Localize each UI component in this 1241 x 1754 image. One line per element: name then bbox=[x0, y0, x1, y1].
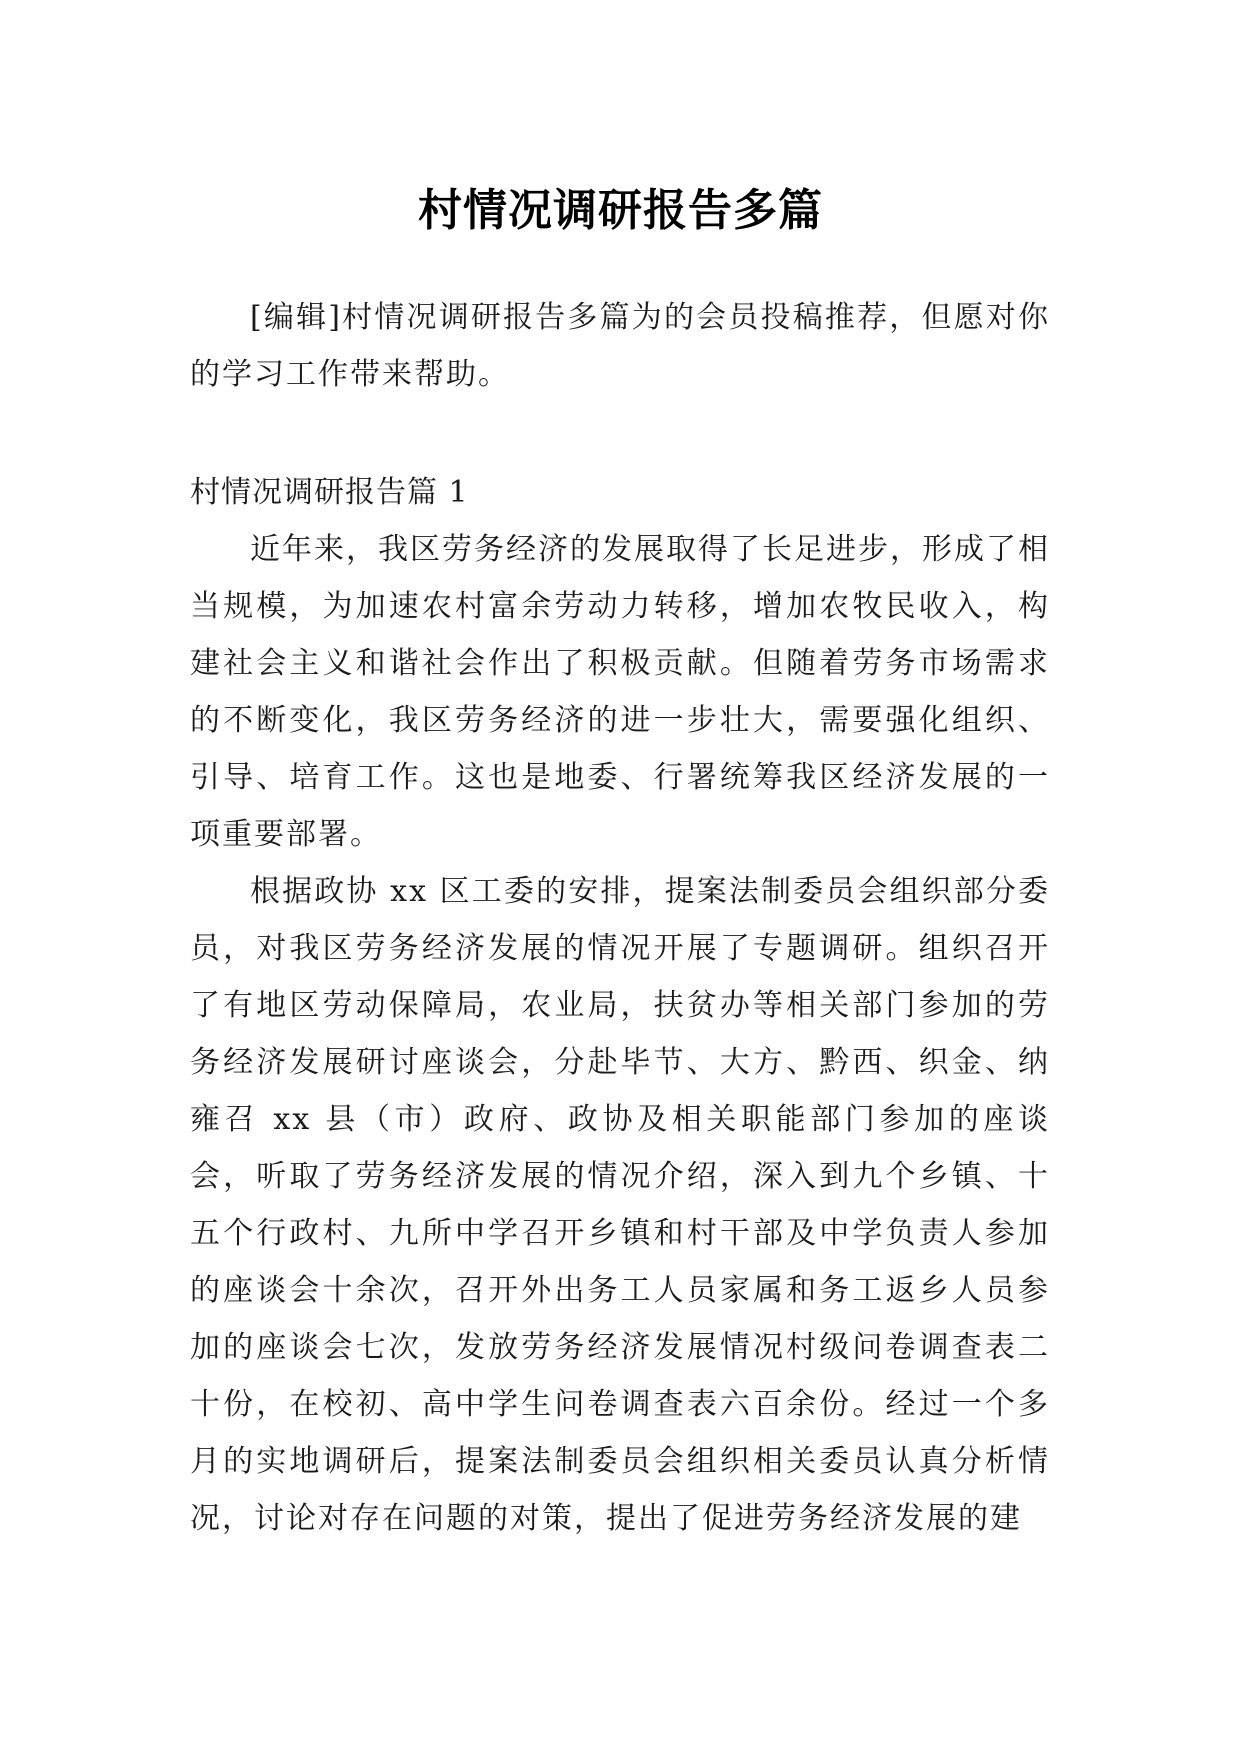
body-paragraph-2: 根据政协 xx 区工委的安排，提案法制委员会组织部分委员，对我区劳务经济发展的情况开展了专题调研。组织召开了有地区劳动保障局，农业局，扶贫办等相关部门参加的劳务经济发展研讨座谈会，分赴毕节、大方、黔西、织金、纳雍召 xx 县（市）政府、政协及相关职能部门参加的座谈会，听取了劳务经济发展的情况介绍，深入到九个乡镇、十五个行政村、九所中学召开乡镇和村干部及中学负责人参加的座谈会十余次，召开外出务工人员家属和务工返乡人员参加的座谈会七次，发放劳务经济发展情况村级问卷调查表二十份，在校初、高中学生问卷调查表六百余份。经过一个多月的实地调研后，提案法制委员会组织相关委员认真分析情况，讨论对存在问题的对策，提出了促进劳务经济发展的建 bbox=[190, 874, 1050, 1536]
intro-paragraph: [编辑]村情况调研报告多篇为的会员投稿推荐，但愿对你的学习工作带来帮助。 bbox=[190, 300, 1050, 392]
body-paragraph-1: 近年来，我区劳务经济的发展取得了长足进步，形成了相当规模，为加速农村富余劳动力转移，增加农牧民收入，构建社会主义和谐社会作出了积极贡献。但随着劳务市场需求的不断变化，我区劳务经济的进一步壮大，需要强化组织、引导、培育工作。这也是地委、行署统筹我区经济发展的一项重要部署。 bbox=[190, 532, 1050, 852]
document-title: 村情况调研报告多篇 bbox=[418, 185, 823, 237]
section-heading: 村情况调研报告篇 1 bbox=[190, 475, 469, 510]
